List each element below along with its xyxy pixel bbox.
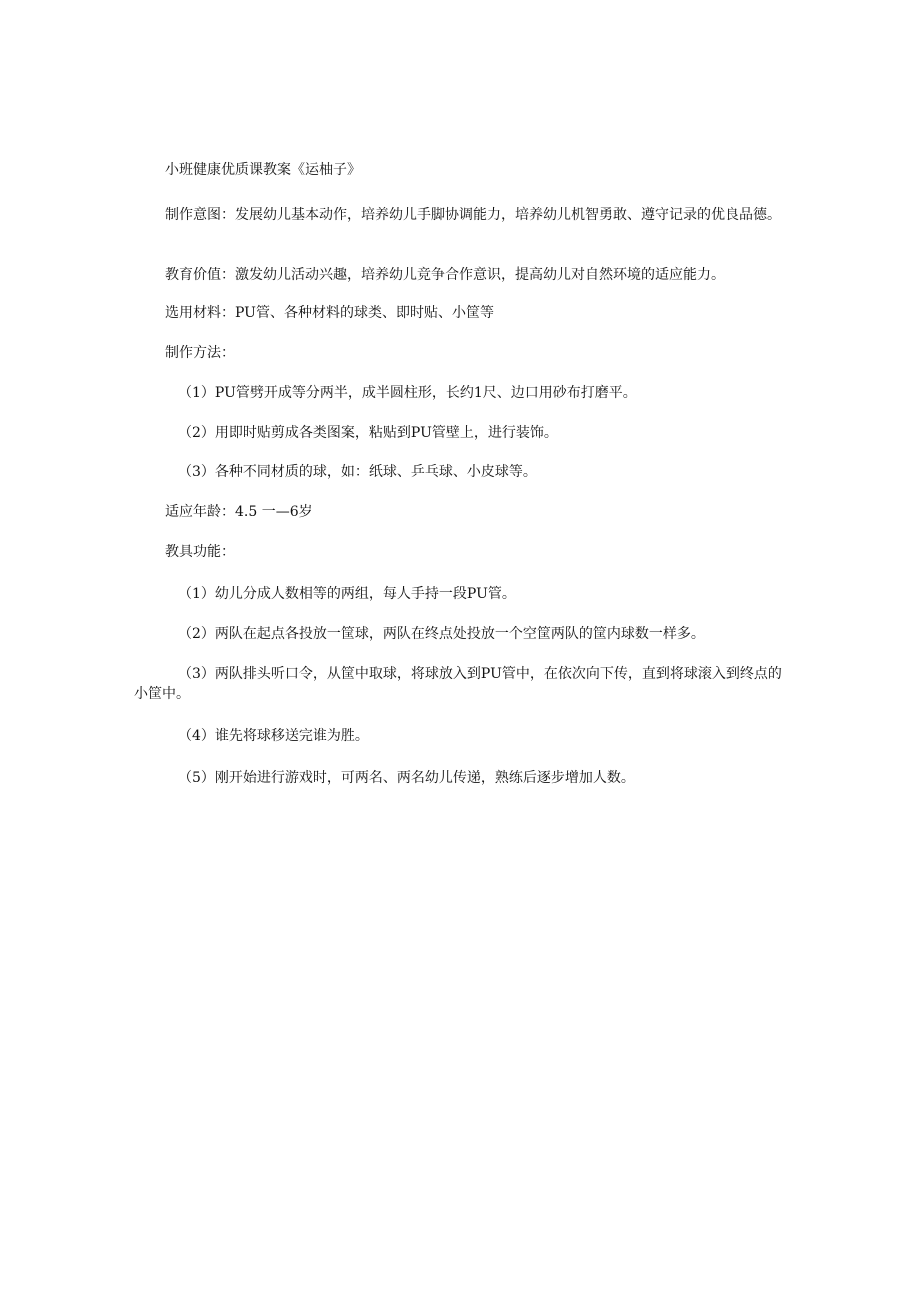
- function-step: （2）两队在起点各投放一筐球，两队在终点处投放一个空筐两队的筐内球数一样多。: [178, 626, 705, 642]
- method-step: （3）各种不同材质的球，如：纸球、乒乓球、小皮球等。: [178, 464, 537, 480]
- function-heading: 教具功能：: [165, 544, 235, 560]
- method-step: （2）用即时贴剪成各类图案，粘贴到PU管壁上，进行装饰。: [178, 425, 558, 441]
- document-title: 小班健康优质课教案《运柚子》: [165, 162, 361, 178]
- value-paragraph: 教育价值：激发幼儿活动兴趣，培养幼儿竞争合作意识，提高幼儿对自然环境的适应能力。: [165, 267, 725, 283]
- function-step: （4）谁先将球移送完谁为胜。: [178, 728, 369, 744]
- intent-paragraph: 制作意图：发展幼儿基本动作，培养幼儿手脚协调能力，培养幼儿机智勇敢、遵守记录的优良品德。: [165, 207, 781, 223]
- function-step: （1）幼儿分成人数相等的两组，每人手持一段PU管。: [178, 586, 516, 602]
- method-step: （1）PU管劈开成等分两半，成半圆柱形，长约1尺、边口用砂布打磨平。: [178, 385, 637, 401]
- age-paragraph: 适应年龄：4.5 一—6岁: [165, 504, 313, 520]
- function-step: （3）两队排头听口令，从筐中取球，将球放入到PU管中，在依次向下传，直到将球滚入到终点的小筐中。: [134, 666, 782, 702]
- function-step: （5）刚开始进行游戏时，可两名、两名幼儿传递，熟练后逐步增加人数。: [178, 770, 635, 786]
- method-heading: 制作方法：: [165, 345, 235, 361]
- materials-paragraph: 选用材料：PU管、各种材料的球类、即时贴、小筐等: [165, 305, 494, 321]
